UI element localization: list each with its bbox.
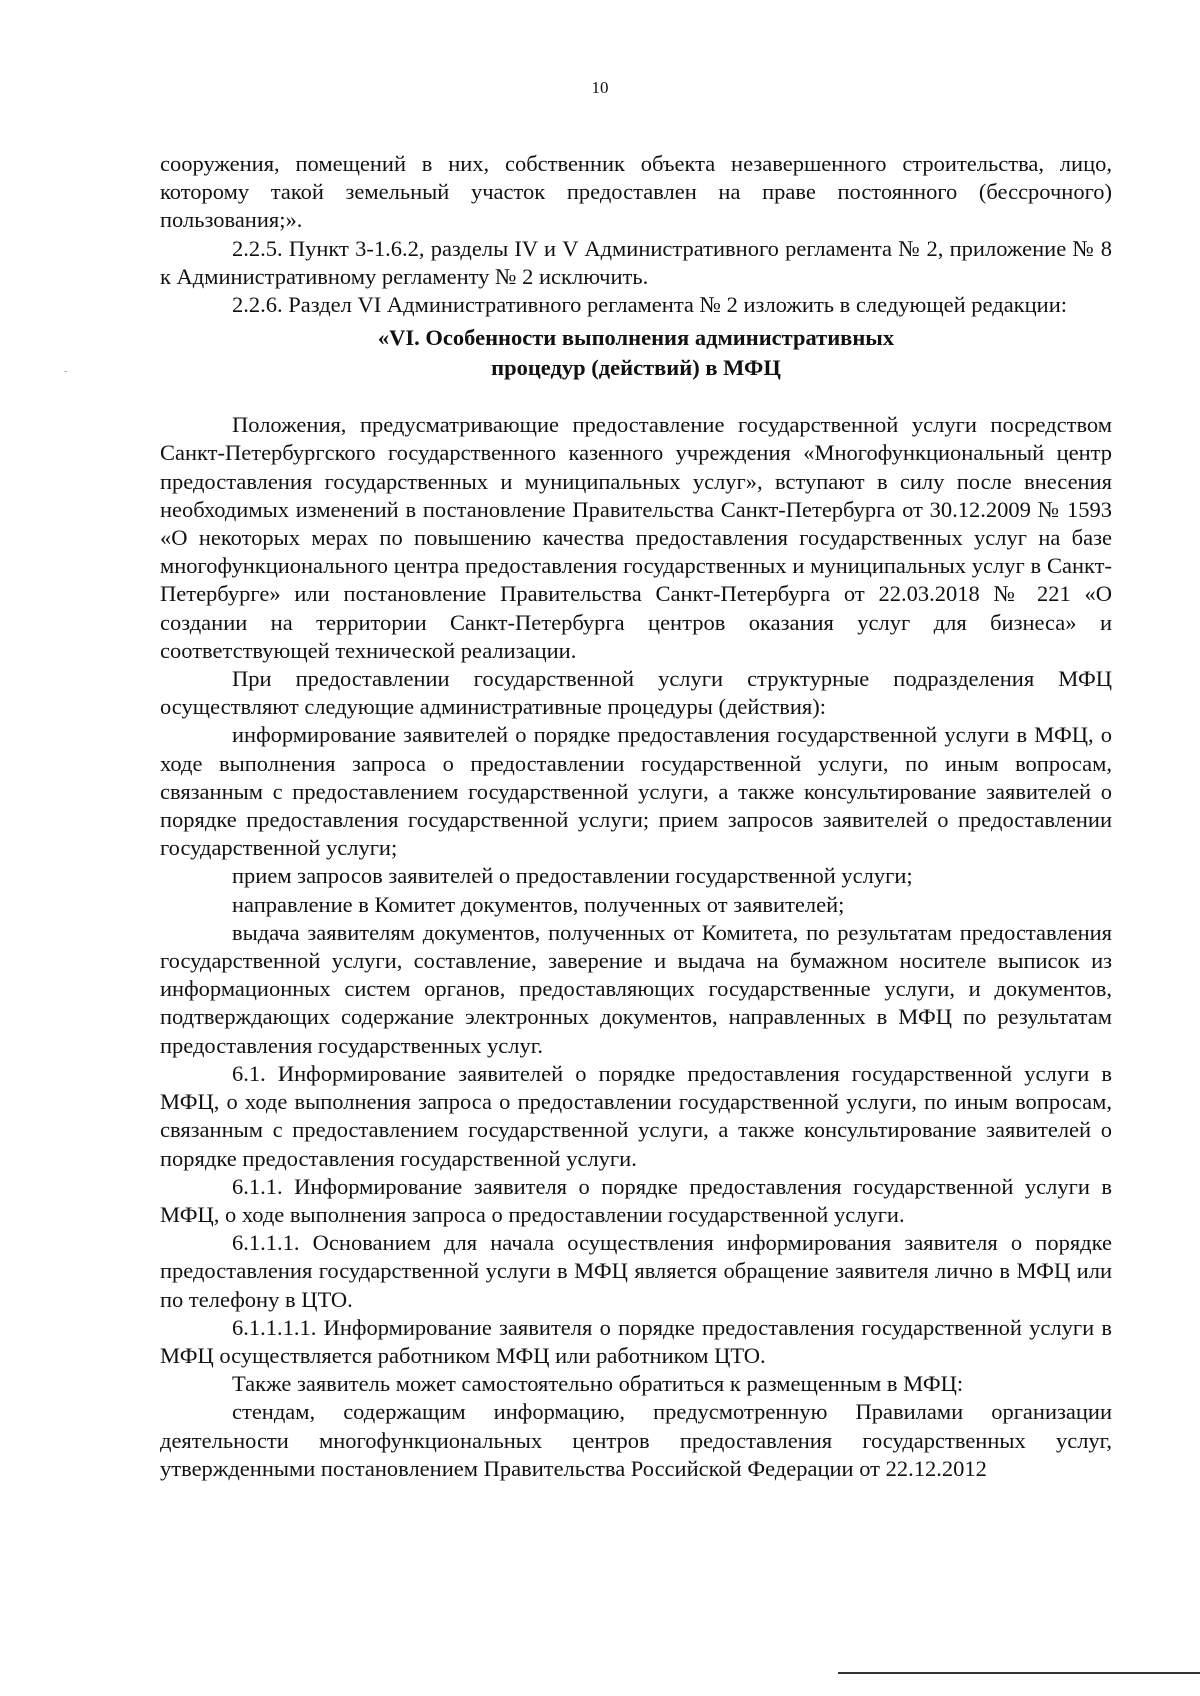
paragraph-6-1-1-1-1: 6.1.1.1.1. Информирование заявителя о порядке предоставления государственной услуги в МФЦ осуществляется работником МФЦ или работником ЦТО. — [160, 1314, 1112, 1368]
paragraph-6-1-1-1: 6.1.1.1. Основанием для начала осуществления информирования заявителя о порядке предоставления государственной услуги в МФЦ является обращение заявителя лично в МФЦ или по телефону в ЦТО. — [160, 1230, 1112, 1312]
paragraph-2-2-5: 2.2.5. Пункт 3-1.6.2, разделы IV и V Административного регламента № 2, приложение № 8 к Административному регламенту № 2 исключить. — [160, 235, 1112, 289]
paragraph-self-service: Также заявитель может самостоятельно обратиться к размещенным в МФЦ: — [232, 1371, 964, 1397]
section-heading-line-1: «VI. Особенности выполнения административных — [377, 325, 895, 351]
paragraph-6-1-1: 6.1.1. Информирование заявителя о порядке предоставления государственной услуги в МФЦ, о ходе выполнения запроса о предоставлении государственной услуги. — [160, 1173, 1112, 1227]
list-item-receiving: прием запросов заявителей о предоставлении государственной услуги; — [232, 863, 913, 889]
page-number: 10 — [591, 78, 609, 97]
document-body — [160, 150, 1112, 1483]
paragraph-provisions: Положения, предусматривающие предоставление государственной услуги посредством Санкт-Петербургского государственного казенного учреждения «Многофункциональный центр предоставления государственных и муниципальных услуг», вступают в силу после внесения необходимых изменений в постановление Правительства Санкт-Петербурга от 30.12.2009 № 1593 «О некоторых мерах по повышению качества предоставления государственных услуг на базе многофункционального центра предоставления государственных и муниципальных услуг в Санкт-Петербурге» или постановление Правительства Санкт-Петербурга от 22.03.2018 № 221 «О создании на территории Санкт-Петербурга центров оказания услуг для бизнеса» и соответствующей технической реализации. — [160, 412, 1112, 663]
paragraph-continuation: сооружения, помещений в них, собственник объекта незавершенного строительства, лицо, которому такой земельный участок предоставлен на праве постоянного (бессрочного) пользования;». — [160, 151, 1112, 233]
section-heading — [160, 323, 1112, 383]
list-item-informing: информирование заявителей о порядке предоставления государственной услуги в МФЦ, о ходе выполнения запроса о предоставлении государственной услуги, по иным вопросам, связанным с предоставлением государственной услуги, а также консультирование заявителей о порядке предоставления государственной услуги; прием запросов заявителей о предоставлении государственной услуги; — [160, 722, 1112, 861]
list-item-issuing: выдача заявителям документов, полученных от Комитета, по результатам предоставления государственной услуги, составление, заверение и выдача на бумажном носителе выписок из информационных систем органов, предоставляющих государственные услуги, и документов, подтверждающих содержание электронных документов, направленных в МФЦ по результатам предоставления государственных услуг. — [160, 919, 1112, 1058]
section-heading-line-2: процедур (действий) в МФЦ — [491, 355, 781, 381]
list-item-sending: направление в Комитет документов, полученных от заявителей; — [232, 891, 845, 917]
list-item-stands: стендам, содержащим информацию, предусмотренную Правилами организации деятельности многофункциональных центров предоставления государственных услуг, утвержденными постановлением Правительства Российской Федерации от 22.12.2012 — [160, 1399, 1112, 1481]
paragraph-2-2-6: 2.2.6. Раздел VI Административного регламента № 2 изложить в следующей редакции: — [232, 292, 1067, 318]
paragraph-procedures-intro: При предоставлении государственной услуги структурные подразделения МФЦ осуществляют следующие административные процедуры (действия): — [160, 666, 1112, 720]
paragraph-6-1: 6.1. Информирование заявителей о порядке предоставления государственной услуги в МФЦ, о ходе выполнения запроса о предоставлении государственной услуги, по иным вопросам, связанным с предоставлением государственной услуги, а также консультирование заявителей о порядке предоставления государственной услуги. — [160, 1060, 1112, 1171]
bottom-rule — [838, 1672, 1200, 1674]
side-mark: - — [64, 366, 68, 377]
